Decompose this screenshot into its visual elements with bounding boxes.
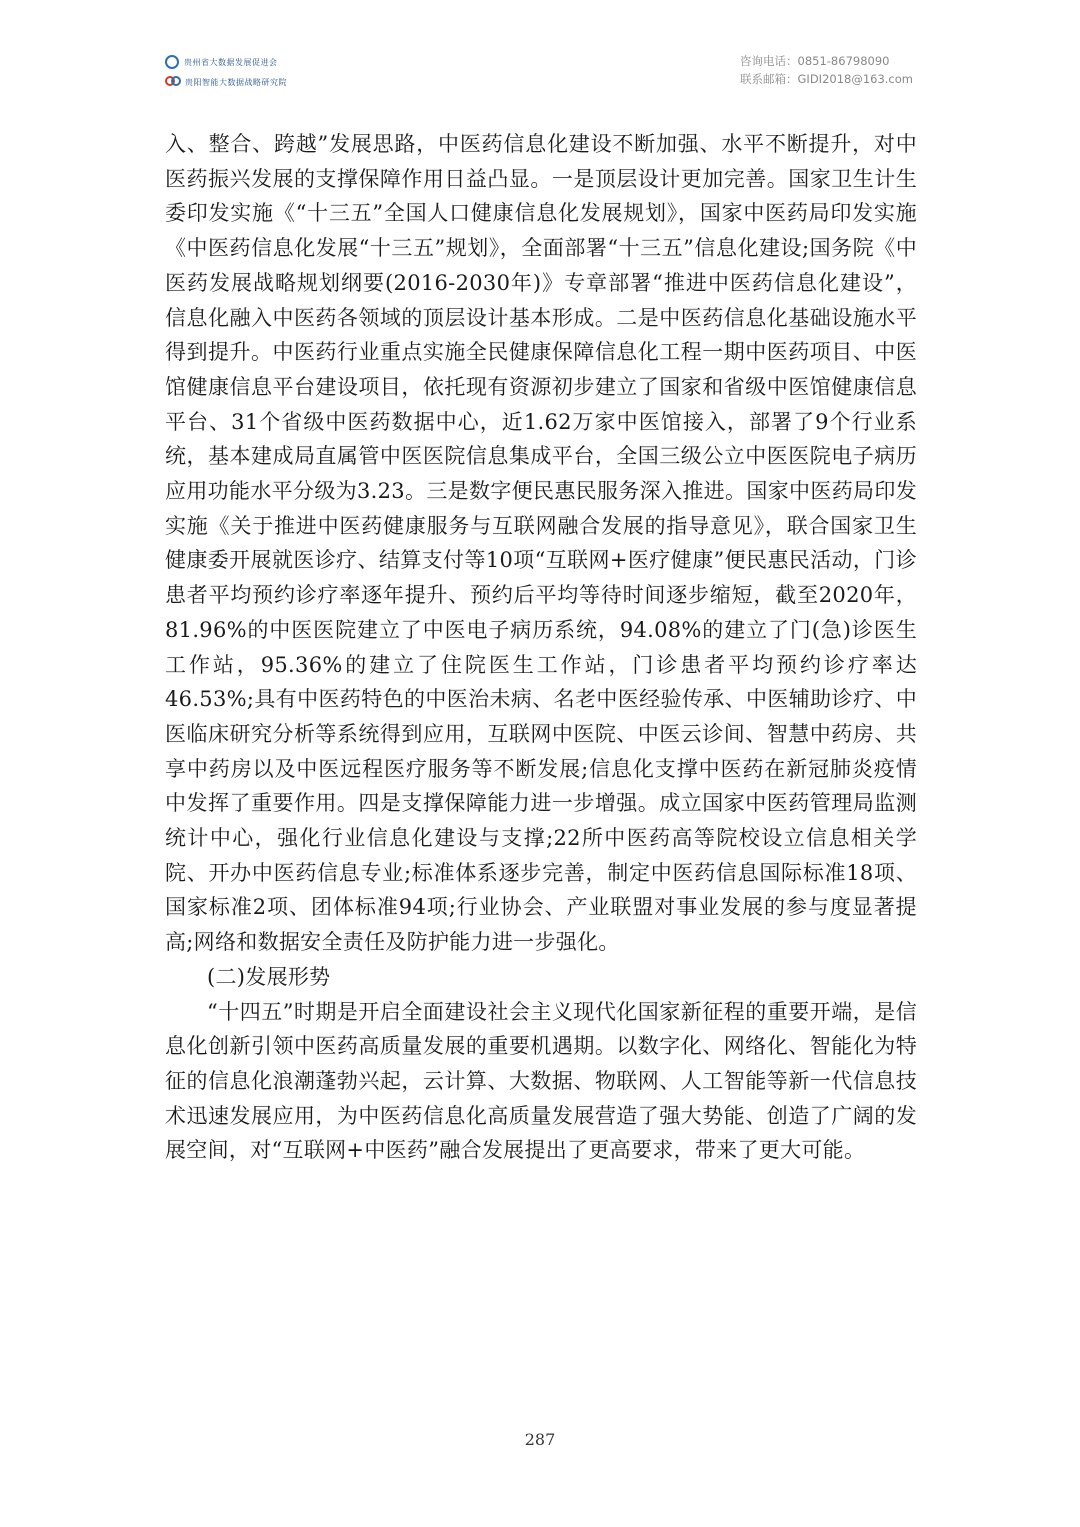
contact-phone: 咨询电话：0851-86798090 xyxy=(740,54,890,68)
org-name-1: 贵州省大数据发展促进会 xyxy=(184,57,278,67)
section-heading: (二)发展形势 xyxy=(207,964,331,989)
logo-row-1 xyxy=(165,52,345,72)
bdpa-logo-icon xyxy=(165,55,179,69)
page-number: 287 xyxy=(524,1430,556,1449)
contact-info xyxy=(740,52,913,88)
org-name-2: 贵阳智能大数据战略研究院 xyxy=(185,77,287,87)
gidi-logo-icon xyxy=(165,76,181,88)
page-header xyxy=(0,44,1080,104)
document-body xyxy=(165,127,917,1168)
logo-row-2 xyxy=(165,72,345,92)
body-paragraph-1: 入、整合、跨越”发展思路，中医药信息化建设不断加强、水平不断提升，对中医药振兴发展的支撑保障作用日益凸显。一是顶层设计更加完善。国家卫生计生委印发实施《“十三五”全国人口健康信息化发展规划》，国家中医药局印发实施《中医药信息化发展“十三五”规划》，全面部署“十三五”信息化建设;国务院《中医药发展战略规划纲要(2016-2030年)》专章部署“推进中医药信息化建设”，信息化融入中医药各领域的顶层设计基本形成。二是中医药信息化基础设施水平得到提升。中医药行业重点实施全民健康保障信息化工程一期中医药项目、中医馆健康信息平台建设项目，依托现有资源初步建立了国家和省级中医馆健康信息平台、31个省级中医药数据中心，近1.62万家中医馆接入，部署了9个行业系统，基本建成局直属管中医医院信息集成平台，全国三级公立中医医院电子病历应用功能水平分级为3.23。三是数字便民惠民服务深入推进。国家中医药局印发实施《关于推进中医药健康服务与互联网融合发展的指导意见》，联合国家卫生健康委开展就医诊疗、结算支付等10项“互联网+医疗健康”便民惠民活动，门诊患者平均预约诊疗率逐年提升、预约后平均等待时间逐步缩短，截至2020年，81.96%的中医医院建立了中医电子病历系统，94.08%的建立了门(急)诊医生工作站，95.36%的建立了住院医生工作站，门诊患者平均预约诊疗率达46.53%;具有中医药特色的中医治未病、名老中医经验传承、中医辅助诊疗、中医临床研究分析等系统得到应用，互联网中医院、中医云诊间、智慧中药房、共享中药房以及中医远程医疗服务等不断发展;信息化支撑中医药在新冠肺炎疫情中发挥了重要作用。四是支撑保障能力进一步增强。成立国家中医药管理局监测统计中心，强化行业信息化建设与支撑;22所中医药高等院校设立信息相关学院、开办中医药信息专业;标准体系逐步完善，制定中医药信息国际标准18项、国家标准2项、团体标准94项;行业协会、产业联盟对事业发展的参与度显著提高;网络和数据安全责任及防护能力进一步强化。 xyxy=(165,132,917,955)
contact-email: 联系邮箱：GIDI2018@163.com xyxy=(740,72,913,86)
body-paragraph-2: “十四五”时期是开启全面建设社会主义现代化国家新征程的重要开端，是信息化创新引领中医药高质量发展的重要机遇期。以数字化、网络化、智能化为特征的信息化浪潮蓬勃兴起，云计算、大数据、物联网、人工智能等新一代信息技术迅速发展应用，为中医药信息化高质量发展营造了强大势能、创造了广阔的发展空间，对“互联网+中医药”融合发展提出了更高要求，带来了更大可能。 xyxy=(165,999,917,1163)
organization-logo xyxy=(165,52,345,96)
